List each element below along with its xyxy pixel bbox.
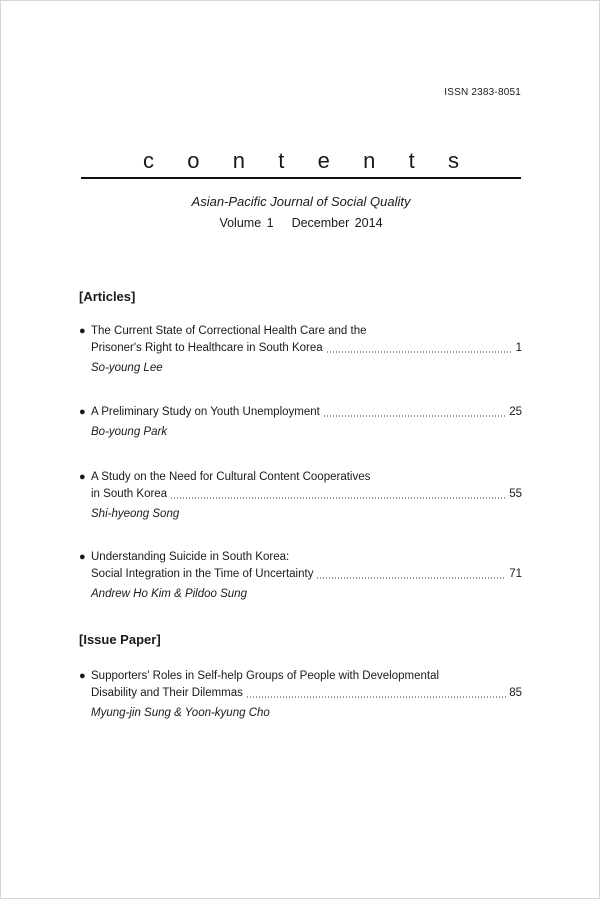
section-heading-articles: [Articles] <box>79 289 136 304</box>
leader-dots <box>326 351 513 353</box>
title-rule <box>81 177 521 179</box>
toc-entry[interactable] <box>79 549 522 600</box>
contents-letter: n <box>232 148 245 173</box>
contents-letter: e <box>317 148 330 173</box>
entry-page-number: 1 <box>515 342 522 354</box>
entry-author: So-young Lee <box>91 362 163 374</box>
contents-letter: t <box>408 148 415 173</box>
toc-entry[interactable] <box>79 404 522 438</box>
bullet-icon: ● <box>79 670 86 682</box>
toc-entry[interactable] <box>79 323 522 374</box>
entry-author: Bo-young Park <box>91 426 168 438</box>
entry-title-line: Understanding Suicide in South Korea: <box>91 551 290 563</box>
bullet-icon: ● <box>79 551 86 563</box>
bullet-icon: ● <box>79 471 86 483</box>
entry-title-line: The Current State of Correctional Health Care and the <box>91 325 367 337</box>
journal-name: Asian-Pacific Journal of Social Quality <box>191 194 411 209</box>
leader-dots <box>316 577 506 579</box>
entry-title-line: A Study on the Need for Cultural Content Cooperatives <box>91 471 371 483</box>
entry-author: Andrew Ho Kim & Pildoo Sung <box>91 588 247 600</box>
toc-entry[interactable] <box>79 668 522 719</box>
issn-number: ISSN 2383-8051 <box>444 87 521 98</box>
volume-number: Volume 1 <box>219 216 274 230</box>
contents-title <box>83 148 519 174</box>
entry-title-line: Social Integration in the Time of Uncertainty <box>91 568 314 580</box>
leader-dots <box>246 696 506 698</box>
entry-page-number: 25 <box>509 406 522 418</box>
entry-title-line: Disability and Their Dilemmas <box>91 687 243 699</box>
entry-page-number: 71 <box>509 568 522 580</box>
bullet-icon: ● <box>79 325 86 337</box>
entry-page-number: 85 <box>509 687 522 699</box>
toc-entry[interactable] <box>79 469 522 520</box>
entry-title-line: Supporters' Roles in Self-help Groups of People with Developmental <box>91 670 440 682</box>
issue-date: December 2014 <box>291 216 383 230</box>
entry-author: Myung-jin Sung & Yoon-kyung Cho <box>91 707 270 719</box>
contents-letter: o <box>187 148 200 173</box>
contents-letter: n <box>363 148 376 173</box>
leader-dots <box>323 415 506 417</box>
contents-letter: t <box>278 148 285 173</box>
entry-title-line: in South Korea <box>91 488 168 500</box>
bullet-icon: ● <box>79 406 86 418</box>
contents-letter: c <box>143 148 154 173</box>
section-heading-issue-paper: [Issue Paper] <box>79 632 161 647</box>
leader-dots <box>170 497 506 499</box>
entry-title-line: Prisoner's Right to Healthcare in South Korea <box>91 342 323 354</box>
entry-author: Shi-hyeong Song <box>91 508 180 520</box>
volume-line <box>1 216 600 230</box>
contents-letter: s <box>448 148 459 173</box>
entry-page-number: 55 <box>509 488 522 500</box>
entry-title-line: A Preliminary Study on Youth Unemployment <box>91 406 320 418</box>
